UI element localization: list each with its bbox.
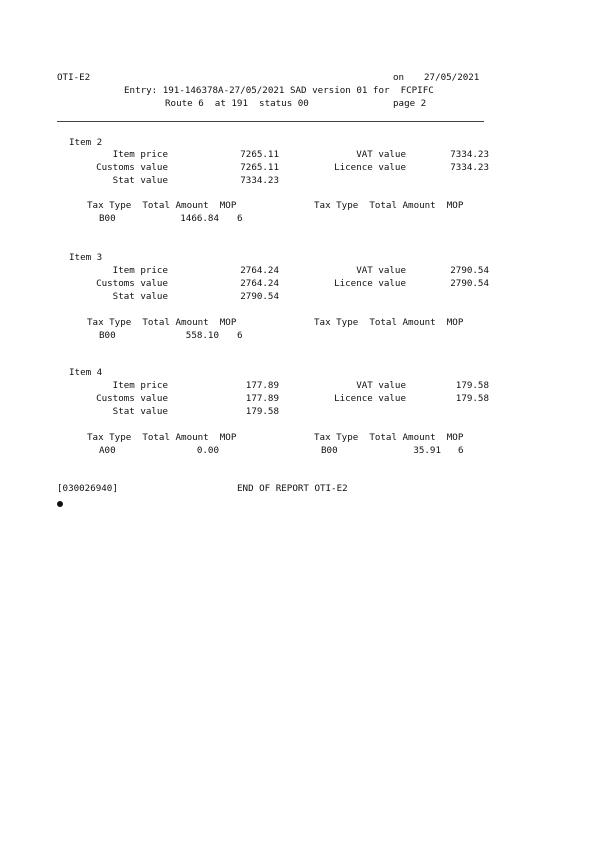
- stat-value: 2790.54: [240, 291, 279, 302]
- licence-value-label: Licence value: [334, 393, 406, 404]
- licence-value-label: Licence value: [334, 162, 406, 173]
- tax-mop: 6: [237, 213, 243, 224]
- tax-type: B00: [99, 330, 116, 341]
- stat-value: 7334.23: [240, 175, 279, 186]
- customs-value: 7265.11: [240, 162, 279, 173]
- header-divider: [57, 121, 484, 122]
- customs-value-label: Customs value: [96, 393, 168, 404]
- licence-value-label: Licence value: [334, 278, 406, 289]
- tax-amount: 558.10: [185, 330, 219, 341]
- tax-header-left: Tax Type Total Amount MOP: [87, 432, 237, 443]
- vat-value: 179.58: [455, 380, 489, 391]
- tax-amount: 0.00: [196, 445, 219, 456]
- customs-value: 177.89: [245, 393, 279, 404]
- customs-value-label: Customs value: [96, 278, 168, 289]
- stat-value: 179.58: [245, 406, 279, 417]
- customs-value-label: Customs value: [96, 162, 168, 173]
- licence-value: 2790.54: [450, 278, 489, 289]
- tax-header-right: Tax Type Total Amount MOP: [314, 200, 464, 211]
- report-id: OTI-E2: [57, 72, 91, 83]
- item-title: Item 2: [69, 137, 103, 148]
- item-price-label: Item price: [112, 380, 168, 391]
- tax-type: B00: [99, 213, 116, 224]
- end-of-report: END OF REPORT OTI-E2: [237, 483, 348, 494]
- tax-header-right: Tax Type Total Amount MOP: [314, 432, 464, 443]
- vat-value-label: VAT value: [356, 265, 406, 276]
- item-price-label: Item price: [112, 149, 168, 160]
- stat-value-label: Stat value: [112, 406, 168, 417]
- item-title: Item 3: [69, 252, 103, 263]
- tax-header-left: Tax Type Total Amount MOP: [87, 317, 237, 328]
- tax-type: B00: [321, 445, 338, 456]
- tax-mop: 6: [237, 330, 243, 341]
- item-price-value: 177.89: [245, 380, 279, 391]
- item-price-label: Item price: [112, 265, 168, 276]
- bullet-mark: [57, 501, 63, 507]
- report-date: 27/05/2021: [424, 72, 480, 83]
- tax-header-right: Tax Type Total Amount MOP: [314, 317, 464, 328]
- stat-value-label: Stat value: [112, 291, 168, 302]
- vat-value-label: VAT value: [356, 149, 406, 160]
- page-number: page 2: [393, 98, 427, 109]
- item-title: Item 4: [69, 367, 103, 378]
- vat-value: 2790.54: [450, 265, 489, 276]
- tax-amount: 35.91: [413, 445, 441, 456]
- tax-amount: 1466.84: [180, 213, 219, 224]
- tax-mop: 6: [458, 445, 464, 456]
- report-code: [030026940]: [57, 483, 118, 494]
- on-label: on: [393, 72, 405, 83]
- customs-value: 2764.24: [240, 278, 279, 289]
- licence-value: 179.58: [455, 393, 489, 404]
- tax-type: A00: [99, 445, 116, 456]
- vat-value: 7334.23: [450, 149, 489, 160]
- entry-line: Entry: 191-146378A-27/05/2021 SAD version 01 for FCPIFC: [124, 85, 434, 96]
- licence-value: 7334.23: [450, 162, 489, 173]
- item-price-value: 2764.24: [240, 265, 279, 276]
- stat-value-label: Stat value: [112, 175, 168, 186]
- route-line: Route 6 at 191 status 00: [165, 98, 309, 109]
- tax-header-left: Tax Type Total Amount MOP: [87, 200, 237, 211]
- vat-value-label: VAT value: [356, 380, 406, 391]
- item-price-value: 7265.11: [240, 149, 279, 160]
